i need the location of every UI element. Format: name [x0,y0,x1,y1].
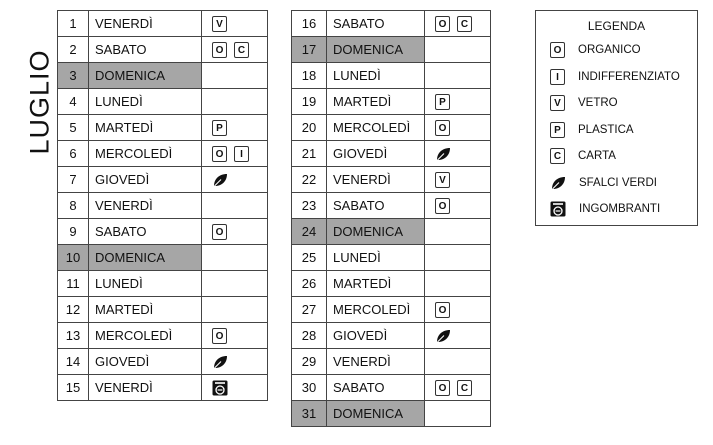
collection-codes [425,349,491,375]
weekday-name: SABATO [89,219,202,245]
waste-code-badge: C [457,380,472,396]
legend-item [536,37,697,64]
waste-code-badge: P [212,120,227,136]
waste-code-badge: O [435,302,450,318]
leaf-icon [550,175,566,191]
calendar-row [58,297,268,323]
collection-codes [425,11,491,37]
collection-codes [425,219,491,245]
month-title-container [20,46,60,158]
legend-item [536,90,697,117]
weekday-name: DOMENICA [327,219,425,245]
legend-item [536,117,697,144]
collection-codes [425,141,491,167]
waste-code-badge: V [212,16,227,32]
weekday-name: LUNEDÌ [327,63,425,89]
day-number: 13 [58,323,89,349]
weekday-name: DOMENICA [89,245,202,271]
day-number: 6 [58,141,89,167]
day-number: 1 [58,11,89,37]
legend-item-label: PLASTICA [578,123,634,136]
calendar-table-first-half [57,10,268,401]
waste-code-badge: C [234,42,249,58]
calendar-row [58,375,268,401]
collection-codes [202,349,268,375]
calendar-row [292,323,491,349]
collection-codes [202,141,268,167]
collection-codes [202,89,268,115]
collection-codes [425,297,491,323]
weekday-name: GIOVEDÌ [327,323,425,349]
waste-code-badge: P [435,94,450,110]
weekday-name: DOMENICA [89,63,202,89]
waste-code-badge: V [435,172,450,188]
collection-codes [425,271,491,297]
calendar-row [292,245,491,271]
day-number: 4 [58,89,89,115]
legend-item-label: ORGANICO [578,44,641,57]
calendar-row [58,89,268,115]
calendar-row [58,271,268,297]
day-number: 3 [58,63,89,89]
waste-code-badge: O [435,198,450,214]
waste-code-badge: O [435,120,450,136]
calendar-row [292,375,491,401]
calendar-row [292,37,491,63]
weekday-name: SABATO [327,375,425,401]
collection-codes [202,11,268,37]
waste-code-badge: O [212,224,227,240]
day-number: 31 [292,401,327,427]
collection-codes [425,167,491,193]
weekday-name: MERCOLEDÌ [89,323,202,349]
legend-item [536,170,697,197]
day-number: 30 [292,375,327,401]
waste-code-badge: I [550,69,565,85]
weekday-name: VENERDÌ [327,349,425,375]
day-number: 29 [292,349,327,375]
collection-codes [425,37,491,63]
leaf-icon [435,146,451,162]
collection-codes [425,193,491,219]
calendar-row [58,245,268,271]
day-number: 18 [292,63,327,89]
collection-codes [202,63,268,89]
waste-code-badge: O [212,328,227,344]
collection-codes [425,323,491,349]
calendar-row [292,63,491,89]
weekday-name: GIOVEDÌ [89,167,202,193]
day-number: 26 [292,271,327,297]
day-number: 27 [292,297,327,323]
calendar-row [292,219,491,245]
bulky-waste-icon [212,380,228,396]
weekday-name: VENERDÌ [89,11,202,37]
waste-code-badge: P [550,122,565,138]
weekday-name: VENERDÌ [327,167,425,193]
waste-code-badge: O [435,380,450,396]
calendar-row [292,271,491,297]
calendar-row [58,141,268,167]
legend-item [536,196,697,223]
waste-code-badge: O [212,146,227,162]
calendar-row [292,349,491,375]
day-number: 7 [58,167,89,193]
day-number: 15 [58,375,89,401]
legend-item [536,64,697,91]
calendar-table-second-half [291,10,491,427]
weekday-name: MARTEDÌ [327,89,425,115]
legend-item-label: INDIFFERENZIATO [578,70,680,83]
calendar-row [292,401,491,427]
calendar-row [292,297,491,323]
weekday-name: MERCOLEDÌ [327,297,425,323]
weekday-name: SABATO [89,37,202,63]
waste-code-badge: V [550,95,565,111]
collection-codes [425,89,491,115]
collection-codes [202,193,268,219]
weekday-name: LUNEDÌ [327,245,425,271]
weekday-name: VENERDÌ [89,375,202,401]
calendar-row [58,323,268,349]
waste-code-badge: O [435,16,450,32]
calendar-row [58,349,268,375]
calendar-row [292,115,491,141]
calendar-row [58,115,268,141]
collection-codes [202,167,268,193]
waste-code-badge: C [457,16,472,32]
calendar-row [58,63,268,89]
legend-item-label: SFALCI VERDI [579,176,657,189]
waste-code-badge: O [212,42,227,58]
legend-item-label: VETRO [578,97,618,110]
weekday-name: LUNEDÌ [89,271,202,297]
day-number: 14 [58,349,89,375]
weekday-name: SABATO [327,11,425,37]
calendar-row [58,219,268,245]
weekday-name: VENERDÌ [89,193,202,219]
weekday-name: GIOVEDÌ [327,141,425,167]
day-number: 21 [292,141,327,167]
calendar-row [58,37,268,63]
collection-codes [425,245,491,271]
legend-title: LEGENDA [587,19,646,33]
collection-codes [202,375,268,401]
day-number: 28 [292,323,327,349]
collection-codes [425,115,491,141]
day-number: 20 [292,115,327,141]
collection-codes [202,297,268,323]
leaf-icon [212,172,228,188]
calendar-row [292,89,491,115]
day-number: 11 [58,271,89,297]
day-number: 5 [58,115,89,141]
collection-codes [202,271,268,297]
collection-codes [425,375,491,401]
calendar-row [58,167,268,193]
collection-codes [202,37,268,63]
waste-code-badge: I [234,146,249,162]
legend-item-label: CARTA [578,150,616,163]
calendar-row [58,193,268,219]
day-number: 25 [292,245,327,271]
day-number: 23 [292,193,327,219]
calendar-row [292,167,491,193]
day-number: 8 [58,193,89,219]
collection-codes [202,323,268,349]
calendar-row [292,193,491,219]
collection-codes [202,245,268,271]
collection-codes [425,63,491,89]
weekday-name: MERCOLEDÌ [327,115,425,141]
month-title: LUGLIO [24,49,55,155]
calendar-row [58,11,268,37]
bulky-waste-icon [550,201,566,217]
day-number: 22 [292,167,327,193]
collection-codes [202,115,268,141]
day-number: 24 [292,219,327,245]
day-number: 16 [292,11,327,37]
waste-code-badge: O [550,42,565,58]
weekday-name: MARTEDÌ [327,271,425,297]
weekday-name: DOMENICA [327,401,425,427]
day-number: 9 [58,219,89,245]
day-number: 2 [58,37,89,63]
weekday-name: MERCOLEDÌ [89,141,202,167]
calendar-row [292,141,491,167]
weekday-name: LUNEDÌ [89,89,202,115]
day-number: 10 [58,245,89,271]
weekday-name: SABATO [327,193,425,219]
legend-item [536,143,697,170]
collection-codes [425,401,491,427]
weekday-name: DOMENICA [327,37,425,63]
weekday-name: MARTEDÌ [89,297,202,323]
calendar-row [292,11,491,37]
day-number: 12 [58,297,89,323]
legend-box [535,10,698,226]
day-number: 17 [292,37,327,63]
legend-item-label: INGOMBRANTI [579,203,661,216]
weekday-name: MARTEDÌ [89,115,202,141]
leaf-icon [212,354,228,370]
leaf-icon [435,328,451,344]
waste-code-badge: C [550,148,565,164]
weekday-name: GIOVEDÌ [89,349,202,375]
day-number: 19 [292,89,327,115]
collection-codes [202,219,268,245]
